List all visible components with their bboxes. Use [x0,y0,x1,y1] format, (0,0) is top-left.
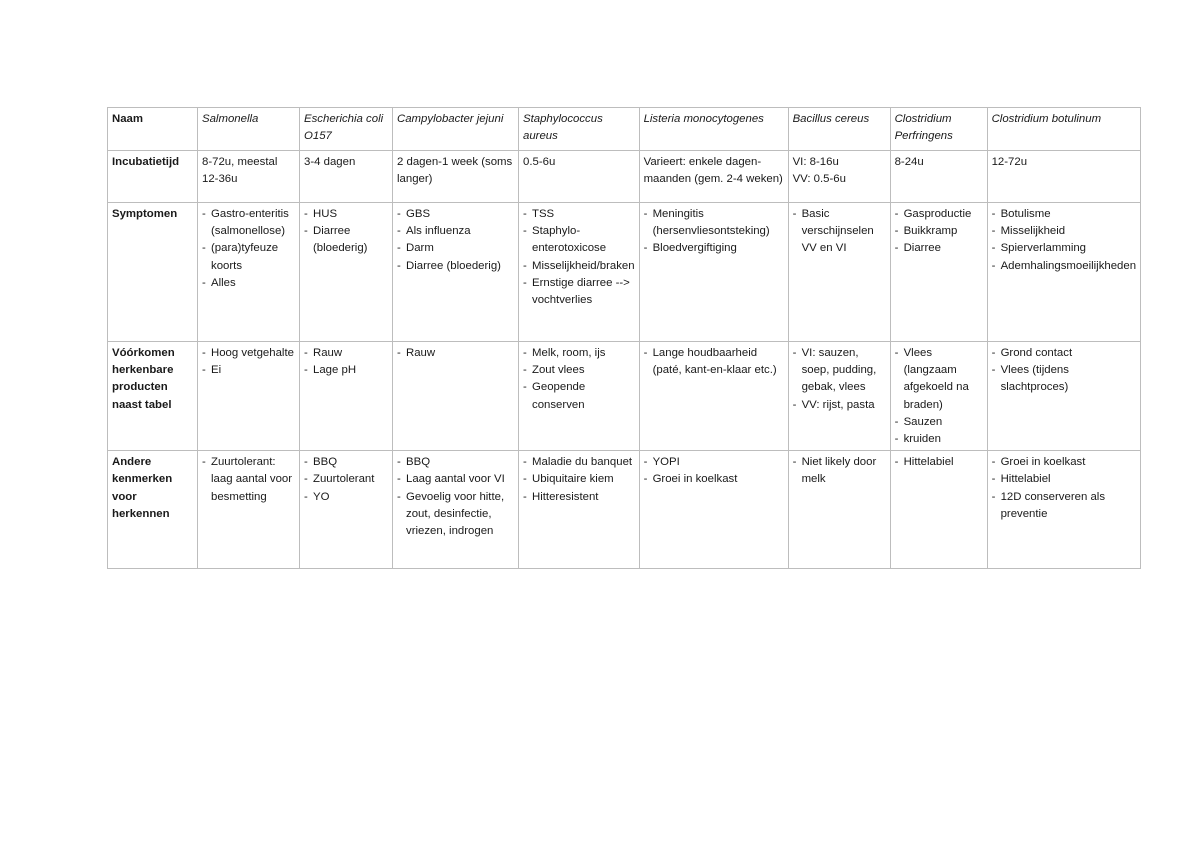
incubation-cell: 0.5-6u [519,151,640,203]
list-item [992,258,1137,275]
list-item-text: Gastro-enteritis (salmonellose) [211,208,289,238]
list-item [523,275,635,309]
list-item-text: Vlees (tijdens slachtproces) [1000,364,1069,394]
list-item-text: TSS [532,208,555,220]
incubation-cell: 2 dagen-1 week (soms langer) [393,151,519,203]
list-item [397,471,514,488]
dash-bullet: - [523,208,527,220]
bullet-list [397,345,514,362]
list-item [397,258,514,275]
bullet-list [992,454,1137,523]
list-item-text: Zout vlees [532,364,585,377]
dash-bullet: - [894,347,899,359]
list-item-text: HUS [313,208,338,220]
bullet-list [304,206,388,258]
list-item [992,362,1137,396]
other-features-cell [198,451,300,569]
list-item [397,223,514,240]
list-item-text: Staphylo-enterotoxicose [532,225,607,255]
list-item [644,206,784,240]
list-item [644,454,784,471]
incubation-row [108,151,1141,203]
incubation-cell: Varieert: enkele dagen-maanden (gem. 2-4 weken) [639,151,788,203]
dash-bullet: - [397,259,401,272]
bullet-list [397,454,514,540]
list-item-text: Als influenza [406,225,471,238]
dash-bullet: - [304,490,308,503]
incubation-cell [788,151,890,203]
dash-bullet: - [397,456,401,469]
list-item [202,240,295,274]
dash-bullet: - [991,225,996,238]
dash-bullet: - [523,364,527,377]
list-item-text: Botulisme [1000,208,1051,220]
list-item-text: VI: sauzen, soep, pudding, gebak, vlees [801,347,877,394]
list-item-text: VV: rijst, pasta [801,398,875,411]
dash-bullet: - [202,242,206,255]
list-item [304,362,388,379]
list-item-text: GBS [406,208,431,220]
bullet-list [304,345,388,379]
occurrence-cell [788,342,890,451]
organism-name: Clostridium Perfringens [890,108,987,151]
dash-bullet: - [991,208,996,220]
other-features-cell [519,451,640,569]
occurrence-cell [890,342,987,451]
dash-bullet: - [643,242,648,255]
other-features-cell [393,451,519,569]
bullet-list [644,206,784,258]
list-item-text: BBQ [313,456,338,469]
dash-bullet: - [202,347,206,359]
list-item-text: Misselijkheid [1000,225,1066,238]
list-item-text: Groei in koelkast [652,473,738,486]
bullet-list [202,345,295,379]
incubation-cell: 3-4 dagen [300,151,393,203]
list-item [304,489,388,506]
occurrence-cell [987,342,1141,451]
list-item [895,454,983,471]
bullet-list [202,206,295,292]
bullet-list [895,206,983,258]
row-label-symptoms: Symptomen [108,203,198,342]
list-item [793,345,886,397]
incubation-line: VI: 8-16u [792,156,839,168]
dash-bullet: - [991,456,996,469]
dash-bullet: - [894,208,899,220]
dash-bullet: - [523,259,527,272]
occurrence-cell [393,342,519,451]
dash-bullet: - [202,456,206,469]
list-item-text: Melk, room, ijs [532,347,606,359]
list-item-text: Misselijkheid/braken [532,259,635,272]
list-item [397,454,514,471]
bullet-list [793,454,886,488]
row-label-occurrence: Vóórkomen herkenbare producten naast tabel [108,342,198,451]
row-label-name: Naam [108,108,198,151]
list-item [397,206,514,223]
bullet-list [895,345,983,448]
incubation-cell: 8-24u [890,151,987,203]
list-item-text: Diarree (bloederig) [313,225,368,255]
dash-bullet: - [894,415,899,428]
list-item [895,223,983,240]
dash-bullet: - [792,456,797,469]
dash-bullet: - [202,208,206,220]
symptoms-cell [519,203,640,342]
list-item-text: kruiden [903,433,941,446]
list-item [397,240,514,257]
dash-bullet: - [792,398,797,411]
list-item-text: Diarree (bloederig) [406,259,501,272]
list-item-text: Maladie du banquet [532,456,633,469]
organism-name: Escherichia coli O157 [300,108,393,151]
other-features-cell [987,451,1141,569]
list-item-text: YO [313,490,330,503]
bullet-list [793,345,886,414]
list-item-text: Buikkramp [903,225,958,238]
list-item [202,206,295,240]
dash-bullet: - [991,347,996,359]
list-item [523,223,635,257]
dash-bullet: - [304,208,308,220]
bullet-list [644,454,784,488]
dash-bullet: - [304,364,308,377]
list-item-text: Ubiquitaire kiem [532,473,614,486]
bullet-list [644,345,784,379]
incubation-cell: 12-72u [987,151,1141,203]
other-features-cell [788,451,890,569]
list-item [644,240,784,257]
list-item [992,223,1137,240]
dash-bullet: - [991,490,996,503]
list-item-text: Hittelabiel [1000,473,1051,486]
symptoms-row [108,203,1141,342]
dash-bullet: - [792,347,797,359]
list-item-text: Basic verschijnselen VV en VI [801,208,874,255]
incubation-line: VV: 0.5-6u [792,173,846,186]
list-item [523,362,635,379]
list-item-text: Alles [211,276,236,289]
dash-bullet: - [397,208,401,220]
list-item [523,206,635,223]
bullet-list [523,454,635,506]
symptoms-cell [788,203,890,342]
dash-bullet: - [894,433,899,446]
list-item-text: Meningitis (hersenvliesontsteking) [652,208,770,238]
dash-bullet: - [894,242,899,255]
dash-bullet: - [304,347,308,359]
list-item-text: BBQ [406,456,431,469]
list-item [992,454,1137,471]
organism-name: Staphylococcus aureus [519,108,640,151]
list-item [523,379,635,413]
other-features-row [108,451,1141,569]
list-item [992,240,1137,257]
list-item [202,454,295,506]
list-item [397,489,514,541]
bullet-list [202,454,295,506]
symptoms-cell [639,203,788,342]
list-item-text: Ernstige diarree --> vochtverlies [532,276,630,307]
dash-bullet: - [523,473,527,486]
dash-bullet: - [643,208,648,220]
list-item [523,489,635,506]
bullet-list [793,206,886,258]
list-item-text: Laag aantal voor VI [406,473,505,486]
dash-bullet: - [202,364,206,377]
list-item [793,206,886,258]
list-item-text: Sauzen [903,415,943,428]
list-item [304,345,388,362]
list-item [992,345,1137,362]
bullet-list [992,206,1137,275]
bullet-list [523,345,635,414]
dash-bullet: - [991,473,996,486]
dash-bullet: - [643,473,648,486]
bullet-list [304,454,388,506]
dash-bullet: - [643,347,648,359]
list-item [895,345,983,414]
bullet-list [895,454,983,471]
list-item-text: Vlees (langzaam afgekoeld na braden) [903,347,969,411]
list-item-text: YOPI [652,456,680,469]
dash-bullet: - [523,225,527,238]
dash-bullet: - [397,490,401,503]
list-item-text: 12D conserveren als preventie [1000,490,1106,520]
list-item-text: Rauw [406,347,436,359]
list-item [304,206,388,223]
list-item-text: Zuurtolerant [313,473,375,486]
list-item [304,471,388,488]
list-item [304,454,388,471]
dash-bullet: - [792,208,797,220]
bullet-list [992,345,1137,397]
list-item-text: Hitteresistent [532,490,599,503]
incubation-cell: 8-72u, meestal 12-36u [198,151,300,203]
list-item-text: (para)tyfeuze koorts [211,242,279,272]
bullet-list [523,206,635,309]
list-item [523,345,635,362]
occurrence-row [108,342,1141,451]
list-item [895,431,983,448]
bullet-list [397,206,514,275]
list-item-text: Ei [211,364,222,377]
symptoms-cell [987,203,1141,342]
list-item-text: Spierverlamming [1000,242,1087,255]
list-item-text: Groei in koelkast [1000,456,1086,469]
list-item-text: Diarree [903,242,941,255]
list-item-text: Hoog vetgehalte [211,347,294,359]
occurrence-cell [519,342,640,451]
dash-bullet: - [523,490,527,503]
list-item-text: Lange houdbaarheid (paté, kant-en-klaar etc.) [652,347,777,377]
list-item-text: Gevoelig voor hitte, zout, desinfectie, vriezen, indrogen [406,490,505,538]
dash-bullet: - [523,456,527,469]
list-item [304,223,388,257]
list-item [992,489,1137,523]
list-item-text: Hittelabiel [903,456,954,469]
list-item-text: Zuurtolerant: laag aantal voor besmetting [211,456,293,503]
list-item-text: Niet likely door melk [801,456,877,486]
list-item [202,345,295,362]
other-features-cell [639,451,788,569]
header-row [108,108,1141,151]
list-item-text: Ademhalingsmoeilijkheden [1000,259,1137,272]
list-item-text: Grond contact [1000,347,1073,359]
list-item [895,206,983,223]
row-label-other-features: Andere kenmerken voor herkennen [108,451,198,569]
list-item [523,258,635,275]
dash-bullet: - [523,381,527,394]
organism-name: Salmonella [198,108,300,151]
dash-bullet: - [991,259,996,272]
list-item-text: Gasproductie [903,208,972,220]
dash-bullet: - [523,347,527,359]
dash-bullet: - [397,473,401,486]
list-item [644,471,784,488]
list-item [992,471,1137,488]
occurrence-cell [300,342,393,451]
dash-bullet: - [304,225,308,238]
organism-name: Listeria monocytogenes [639,108,788,151]
list-item-text: Lage pH [313,364,357,377]
organism-name: Clostridium botulinum [987,108,1141,151]
list-item [202,275,295,292]
dash-bullet: - [397,225,401,238]
organism-name: Bacillus cereus [788,108,890,151]
list-item [895,414,983,431]
symptoms-cell [890,203,987,342]
dash-bullet: - [304,456,308,469]
list-item-text: Geopende conserven [532,381,586,411]
dash-bullet: - [894,225,899,238]
list-item [895,240,983,257]
symptoms-cell [300,203,393,342]
list-item [202,362,295,379]
occurrence-cell [198,342,300,451]
list-item [523,471,635,488]
list-item-text: Rauw [313,347,343,359]
occurrence-cell [639,342,788,451]
list-item [397,345,514,362]
dash-bullet: - [304,473,308,486]
list-item [644,345,784,379]
list-item-text: Darm [406,242,434,255]
symptoms-cell [198,203,300,342]
other-features-cell [890,451,987,569]
dash-bullet: - [894,456,899,469]
dash-bullet: - [397,347,401,359]
dash-bullet: - [397,242,401,255]
list-item [793,454,886,488]
dash-bullet: - [991,242,996,255]
organism-name: Campylobacter jejuni [393,108,519,151]
list-item [793,397,886,414]
pathogen-comparison-table [107,107,1141,569]
dash-bullet: - [523,276,527,289]
dash-bullet: - [202,276,206,289]
row-label-incubation: Incubatietijd [108,151,198,203]
list-item [523,454,635,471]
other-features-cell [300,451,393,569]
dash-bullet: - [643,456,648,469]
symptoms-cell [393,203,519,342]
list-item [992,206,1137,223]
list-item-text: Bloedvergiftiging [652,242,737,255]
dash-bullet: - [991,364,996,377]
